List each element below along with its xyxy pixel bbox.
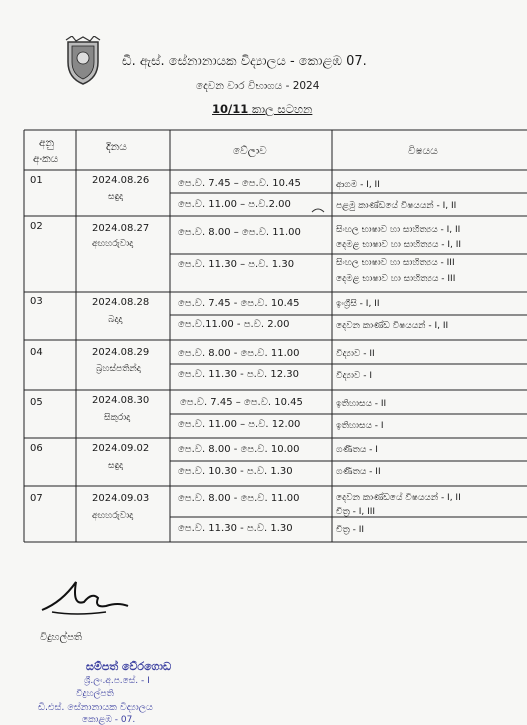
row-no: 02 <box>30 221 43 232</box>
row-no: 07 <box>30 493 43 504</box>
session-subject: සිංහල භාෂාව හා සාහිත්‍යය - III <box>336 258 455 268</box>
row-no: 06 <box>30 443 43 454</box>
session-time: පෙ.ව. 8.00 - පෙ.ව. 10.00 <box>178 444 300 455</box>
stamp-school: ඩී.එස්. සේනානායක විද්‍යාලය <box>38 702 153 713</box>
session-subject: විද්‍යාව - II <box>336 349 375 359</box>
session-subject: දෙවන කාණ්ඩ විෂයයන් - I, II <box>336 321 449 331</box>
session-time: පෙ.ව. 11.30 - ප.ව. 12.30 <box>178 369 300 380</box>
session-subject: විද්‍යාව - I <box>336 371 372 381</box>
session-time: පෙ.ව.11.00 - ප.ව. 2.00 <box>178 319 290 330</box>
stamp-name: සම්පත් වේරගොඩ <box>86 660 172 673</box>
session-time: පෙ.ව. 11.00 – ප.ව. 12.00 <box>178 419 301 430</box>
row-date: 2024.08.30 <box>92 395 150 406</box>
session-time: පෙ.ව. 8.00 - පෙ.ව. 11.00 <box>178 348 300 359</box>
session-time: පෙ.ව. 11.30 – ප.ව. 1.30 <box>178 259 295 270</box>
row-day: අඟහරුවාදා <box>92 511 134 521</box>
stamp-city: කොළඹ - 07. <box>82 715 136 725</box>
row-no: 01 <box>30 175 43 186</box>
timetable-label: කාල සටහන <box>251 102 313 116</box>
row-day: සිකුරාදා <box>104 413 131 423</box>
col-header-no-line2: අංකය <box>33 153 59 165</box>
session-time: පෙ.ව. 8.00 – පෙ.ව. 11.00 <box>178 227 301 238</box>
row-no: 03 <box>30 296 43 307</box>
session-time: පෙ.ව. 8.00 - පෙ.ව. 11.00 <box>178 493 300 504</box>
row-date: 2024.09.03 <box>92 493 150 504</box>
session-subject: පළමු කාණ්ඩයේ විෂයයන් - I, II <box>336 201 457 211</box>
session-subject: දෙවන කාණ්ඩයේ විෂයයන් - I, II <box>336 493 461 503</box>
session-time: පෙ.ව. 7.45 – පෙ.ව. 10.45 <box>180 397 303 408</box>
session-subject: චිත්‍ර - II <box>336 525 365 535</box>
session-subject: ඉතිහාසය - II <box>336 399 387 409</box>
session-subject: සිංහල භාෂාව හා සාහිත්‍යය - I, II <box>336 225 461 235</box>
session-subject: දෙමළ භාෂාව හා සාහිත්‍යය - III <box>336 274 456 284</box>
session-subject: ගණිතය - II <box>336 467 381 477</box>
row-no: 04 <box>30 347 43 358</box>
principal-signature <box>32 572 132 622</box>
row-day: බ්‍රහස්පතින්දා <box>96 364 141 374</box>
col-header-date: දිනය <box>106 141 127 153</box>
session-subject: ආගම - I, II <box>336 180 380 190</box>
session-time: පෙ.ව. 11.30 - ප.ව. 1.30 <box>178 523 293 534</box>
exam-title: දෙවන වාර විභාගය - 2024 <box>196 80 320 92</box>
row-day: බදාදා <box>108 315 123 325</box>
row-date: 2024.08.27 <box>92 223 150 234</box>
row-date: 2024.08.26 <box>92 175 150 186</box>
row-date: 2024.08.28 <box>92 297 150 308</box>
session-subject: ඉංග්‍රීසි - I, II <box>336 299 380 309</box>
session-subject: දෙමළ භාෂාව හා සාහිත්‍යය - I, II <box>336 240 462 250</box>
row-date: 2024.09.02 <box>92 443 150 454</box>
class-number: 10/11 <box>212 102 249 116</box>
session-time: පෙ.ව. 11.00 – ප.ව.2.00 <box>178 199 291 210</box>
session-time: පෙ.ව. 7.45 – පෙ.ව. 10.45 <box>178 178 301 189</box>
session-subject: ඉතිහාසය - I <box>336 421 384 431</box>
col-header-time: වේලාව <box>233 145 267 157</box>
session-subject: චිත්‍ර - I, III <box>336 507 376 517</box>
school-name: ඩී. ඇස්. සේනානායක විද්‍යාලය - කොළඹ 07. <box>122 54 367 69</box>
col-header-subject: විෂයය <box>408 145 438 157</box>
session-subject: ගණිතය - I <box>336 445 378 455</box>
row-day: සඳුදා <box>108 192 124 202</box>
session-time: පෙ.ව. 7.45 - පෙ.ව. 10.45 <box>178 298 300 309</box>
row-no: 05 <box>30 397 43 408</box>
session-time: පෙ.ව. 10.30 - ප.ව. 1.30 <box>178 466 293 477</box>
stamp-qualification: ශ්‍රී.ලං.අ.ප.සේ. - I <box>84 676 150 686</box>
stamp-title: විදුහල්පති <box>76 689 114 699</box>
row-day: සඳුදා <box>108 461 124 471</box>
signature-label: විදුහල්පති <box>40 632 83 643</box>
col-header-no-line1: අනු <box>39 137 54 149</box>
row-day: අඟහරුවාදා <box>92 239 134 249</box>
row-date: 2024.08.29 <box>92 347 150 358</box>
